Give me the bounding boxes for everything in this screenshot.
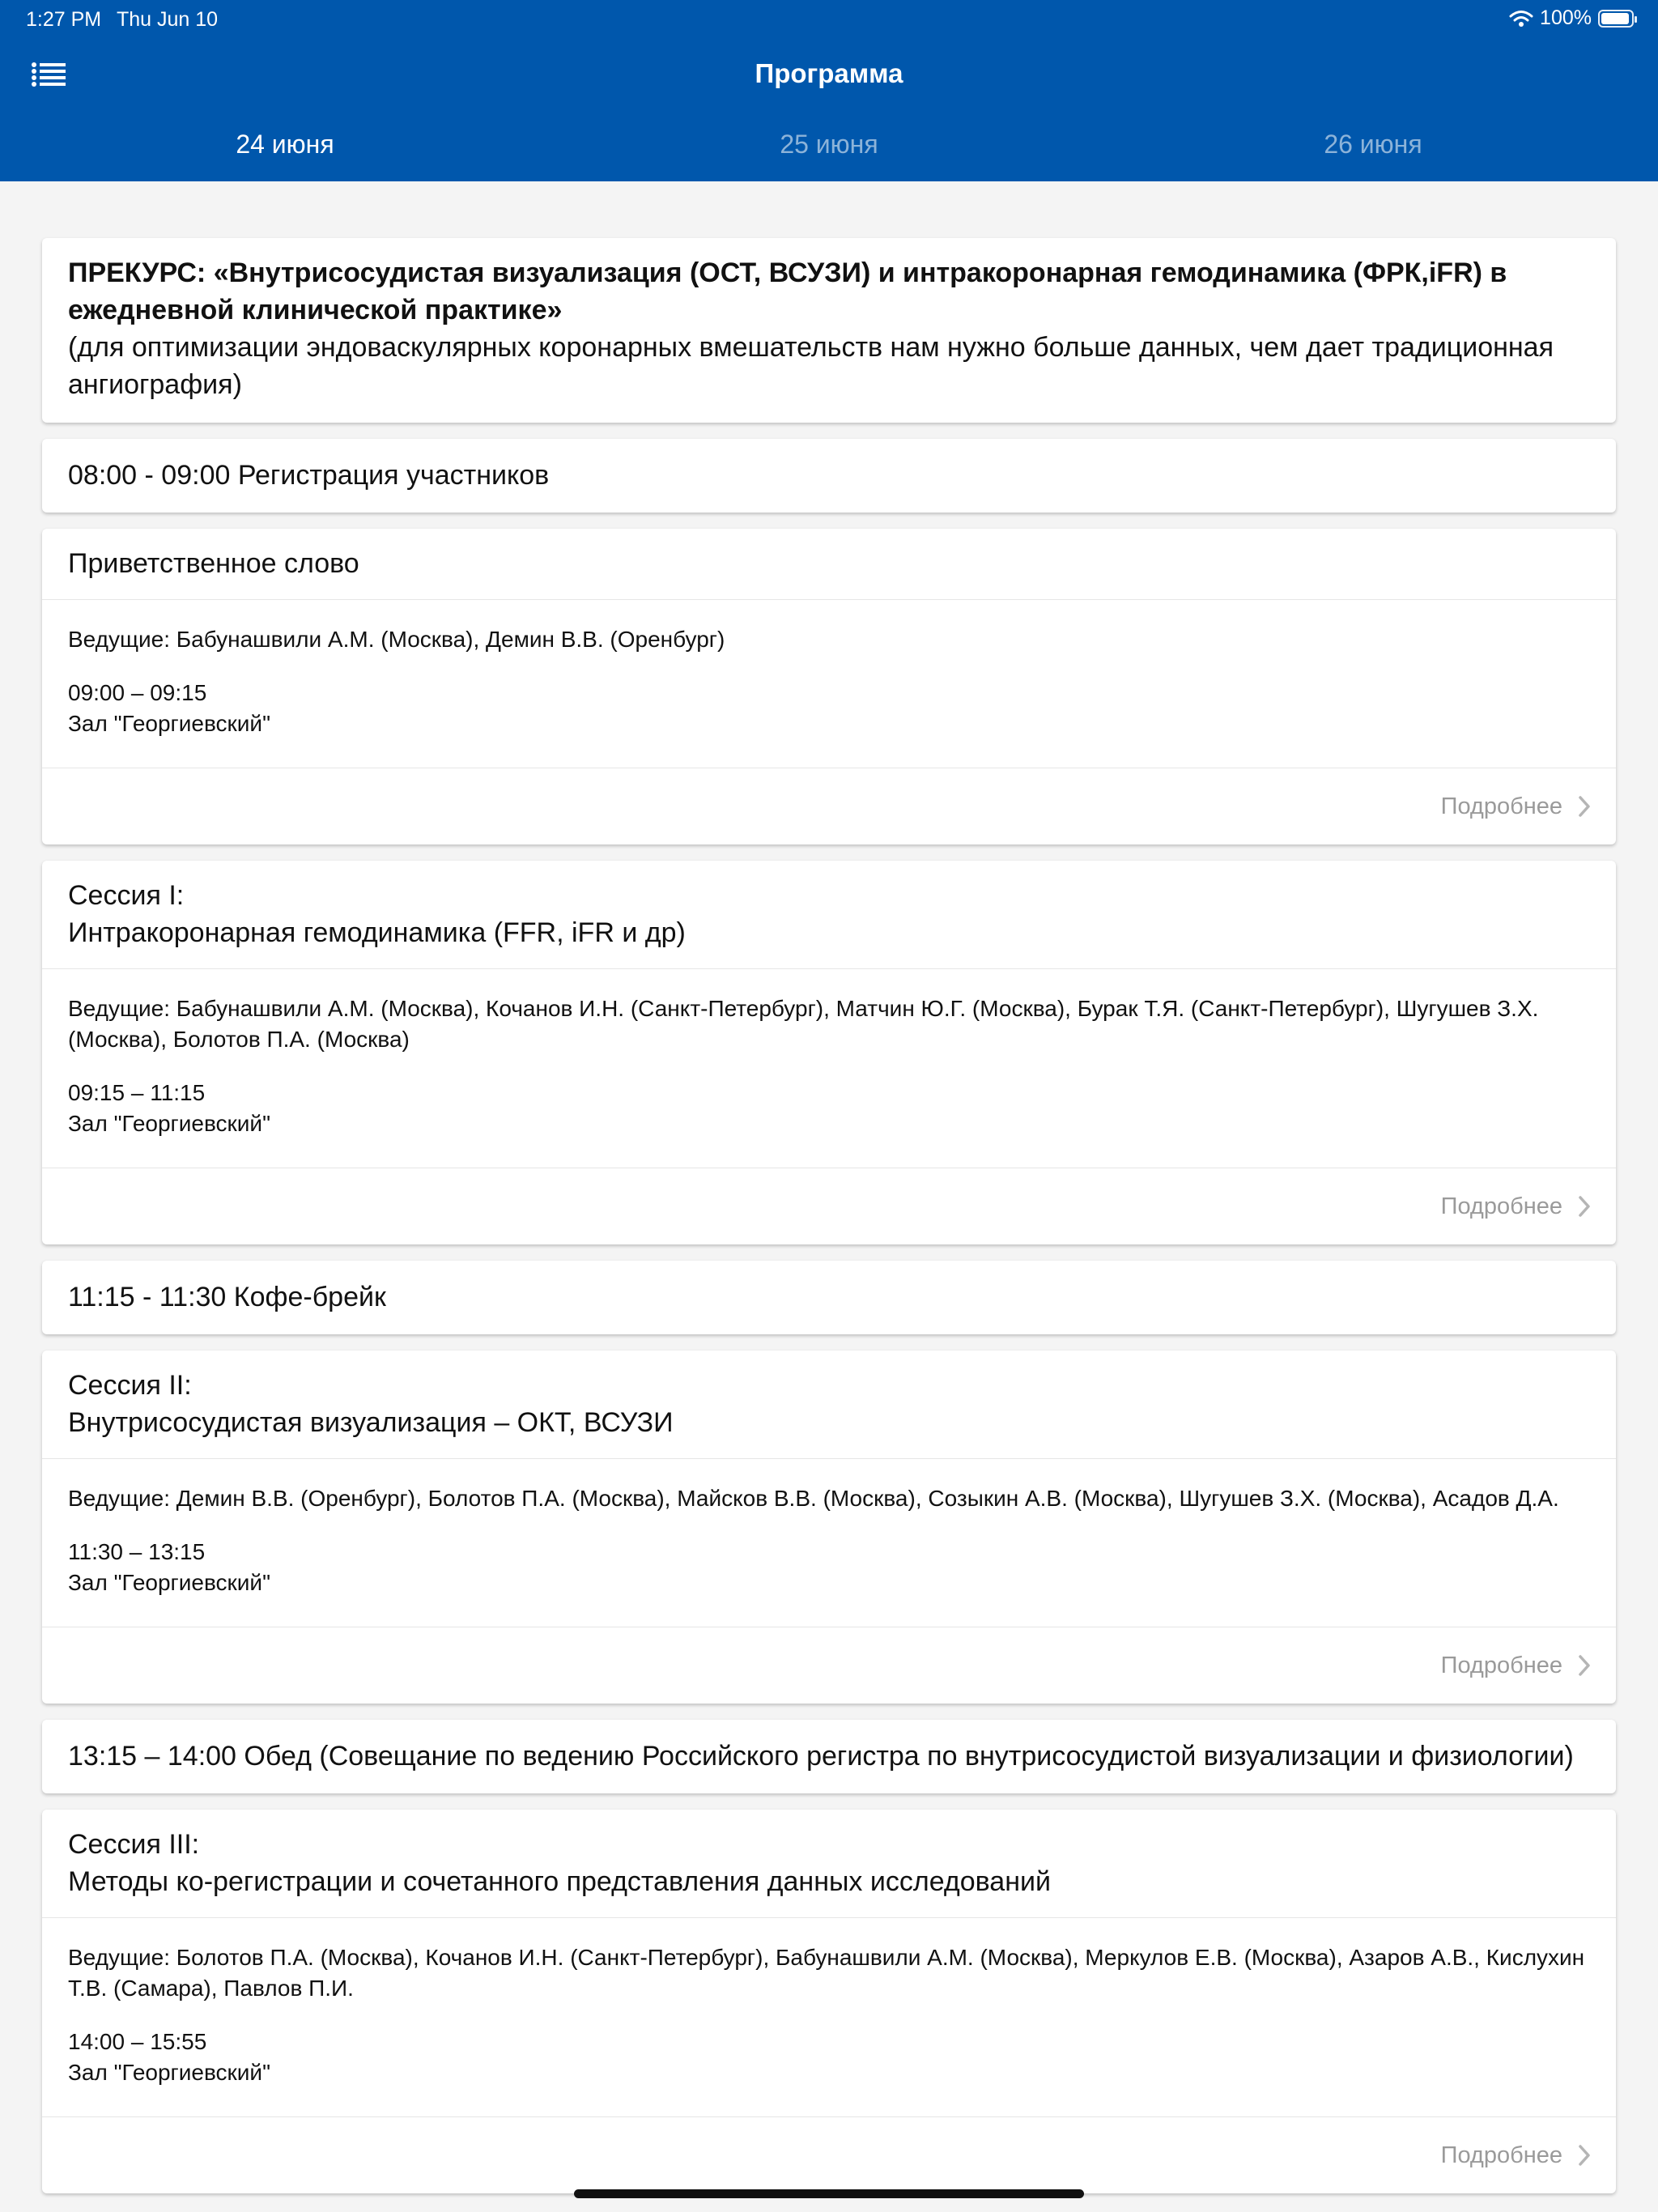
session-card-1[interactable] bbox=[42, 861, 1616, 1244]
details-label: Подробнее bbox=[1440, 793, 1562, 819]
session-time: 14:00 – 15:55 bbox=[68, 2029, 207, 2054]
session-title bbox=[42, 861, 1616, 969]
details-label: Подробнее bbox=[1440, 1652, 1562, 1678]
top-app-bar bbox=[0, 0, 1658, 181]
details-link[interactable] bbox=[42, 1168, 1616, 1244]
session-title bbox=[42, 529, 1616, 600]
intro-card bbox=[42, 238, 1616, 423]
registration-card: 08:00 - 09:00 Регистрация участников bbox=[42, 439, 1616, 513]
session-room: Зал "Георгиевский" bbox=[68, 2060, 271, 2085]
session-info bbox=[42, 600, 1616, 768]
session-room: Зал "Георгиевский" bbox=[68, 1570, 271, 1595]
details-link[interactable] bbox=[42, 1627, 1616, 1704]
tab-june-26[interactable]: 26 июня bbox=[1324, 130, 1422, 159]
session-number: Сессия II: bbox=[68, 1370, 192, 1401]
home-indicator[interactable] bbox=[574, 2189, 1084, 2198]
session-moderators: Ведущие: Демин В.В. (Оренбург), Болотов П.А. (Москва), Майсков В.В. (Москва), Созыкин А.В. (Москва), Шугушев З.Х. (Москва), Асадов Д.А. bbox=[68, 1486, 1559, 1511]
session-moderators: Ведущие: Бабунашвили А.М. (Москва), Демин В.В. (Оренбург) bbox=[68, 627, 725, 652]
coffee-break-card: 11:15 - 11:30 Кофе-брейк bbox=[42, 1261, 1616, 1334]
session-info bbox=[42, 969, 1616, 1168]
details-label: Подробнее bbox=[1440, 1193, 1562, 1219]
program-list[interactable] bbox=[42, 238, 1616, 2210]
session-topic: Интракоронарная гемодинамика (FFR, iFR и др) bbox=[68, 917, 686, 948]
details-link[interactable] bbox=[42, 768, 1616, 844]
details-label: Подробнее bbox=[1440, 2142, 1562, 2168]
session-card-welcome[interactable] bbox=[42, 529, 1616, 844]
tab-june-25[interactable]: 25 июня bbox=[780, 130, 878, 159]
session-time: 09:00 – 09:15 bbox=[68, 680, 207, 705]
chevron-right-icon bbox=[1577, 795, 1592, 818]
session-number: Сессия III: bbox=[68, 1829, 200, 1860]
session-card-3[interactable] bbox=[42, 1810, 1616, 2193]
session-card-2[interactable] bbox=[42, 1351, 1616, 1704]
intro-title: ПРЕКУРС: «Внутрисосудистая визуализация (ОСТ, ВСУЗИ) и интракоронарная гемодинамика (ФРК,iFR) в ежедневной клинической практике» bbox=[68, 257, 1507, 325]
tab-june-24[interactable]: 24 июня bbox=[236, 130, 334, 159]
session-room: Зал "Георгиевский" bbox=[68, 711, 271, 736]
page-title: Программа bbox=[755, 58, 903, 88]
session-moderators: Ведущие: Болотов П.А. (Москва), Кочанов И.Н. (Санкт-Петербург), Бабунашвили А.М. (Москва), Меркулов Е.В. (Москва), Азаров А.В., Кислухин Т.В. (Самара), Павлов П.И. bbox=[68, 1945, 1585, 2001]
status-date: Thu Jun 10 bbox=[117, 8, 219, 31]
session-topic: Методы ко-регистрации и сочетанного представления данных исследований bbox=[68, 1866, 1051, 1897]
session-info bbox=[42, 1459, 1616, 1627]
session-title-line: Приветственное слово bbox=[68, 548, 359, 579]
session-title bbox=[42, 1351, 1616, 1459]
battery-level-fill bbox=[1601, 13, 1629, 24]
battery-icon bbox=[1598, 10, 1634, 28]
chevron-right-icon bbox=[1577, 1195, 1592, 1218]
chevron-right-icon bbox=[1577, 1654, 1592, 1677]
session-time: 09:15 – 11:15 bbox=[68, 1080, 206, 1105]
wifi-icon bbox=[1509, 10, 1533, 28]
lunch-card: 13:15 – 14:00 Обед (Совещание по ведению Российского регистра по внутрисосудистой визуализации и физиологии) bbox=[42, 1720, 1616, 1793]
session-number: Сессия I: bbox=[68, 880, 185, 911]
session-title bbox=[42, 1810, 1616, 1918]
status-indicators bbox=[1509, 6, 1634, 30]
chevron-right-icon bbox=[1577, 2144, 1592, 2167]
session-info bbox=[42, 1918, 1616, 2117]
details-link[interactable] bbox=[42, 2117, 1616, 2193]
session-topic: Внутрисосудистая визуализация – ОКТ, ВСУЗИ bbox=[68, 1407, 674, 1438]
session-moderators: Ведущие: Бабунашвили А.М. (Москва), Кочанов И.Н. (Санкт-Петербург), Матчин Ю.Г. (Москва), Бурак Т.Я. (Санкт-Петербург), Шугушев З.Х. (Москва), Болотов П.А. (Москва) bbox=[68, 996, 1539, 1052]
status-time: 1:27 PM bbox=[26, 8, 102, 31]
session-room: Зал "Георгиевский" bbox=[68, 1111, 271, 1136]
battery-percent: 100% bbox=[1540, 6, 1592, 29]
session-time: 11:30 – 13:15 bbox=[68, 1539, 206, 1564]
intro-description: (для оптимизации эндоваскулярных коронарных вмешательств нам нужно больше данных, чем дает традиционная ангиография) bbox=[68, 332, 1554, 400]
